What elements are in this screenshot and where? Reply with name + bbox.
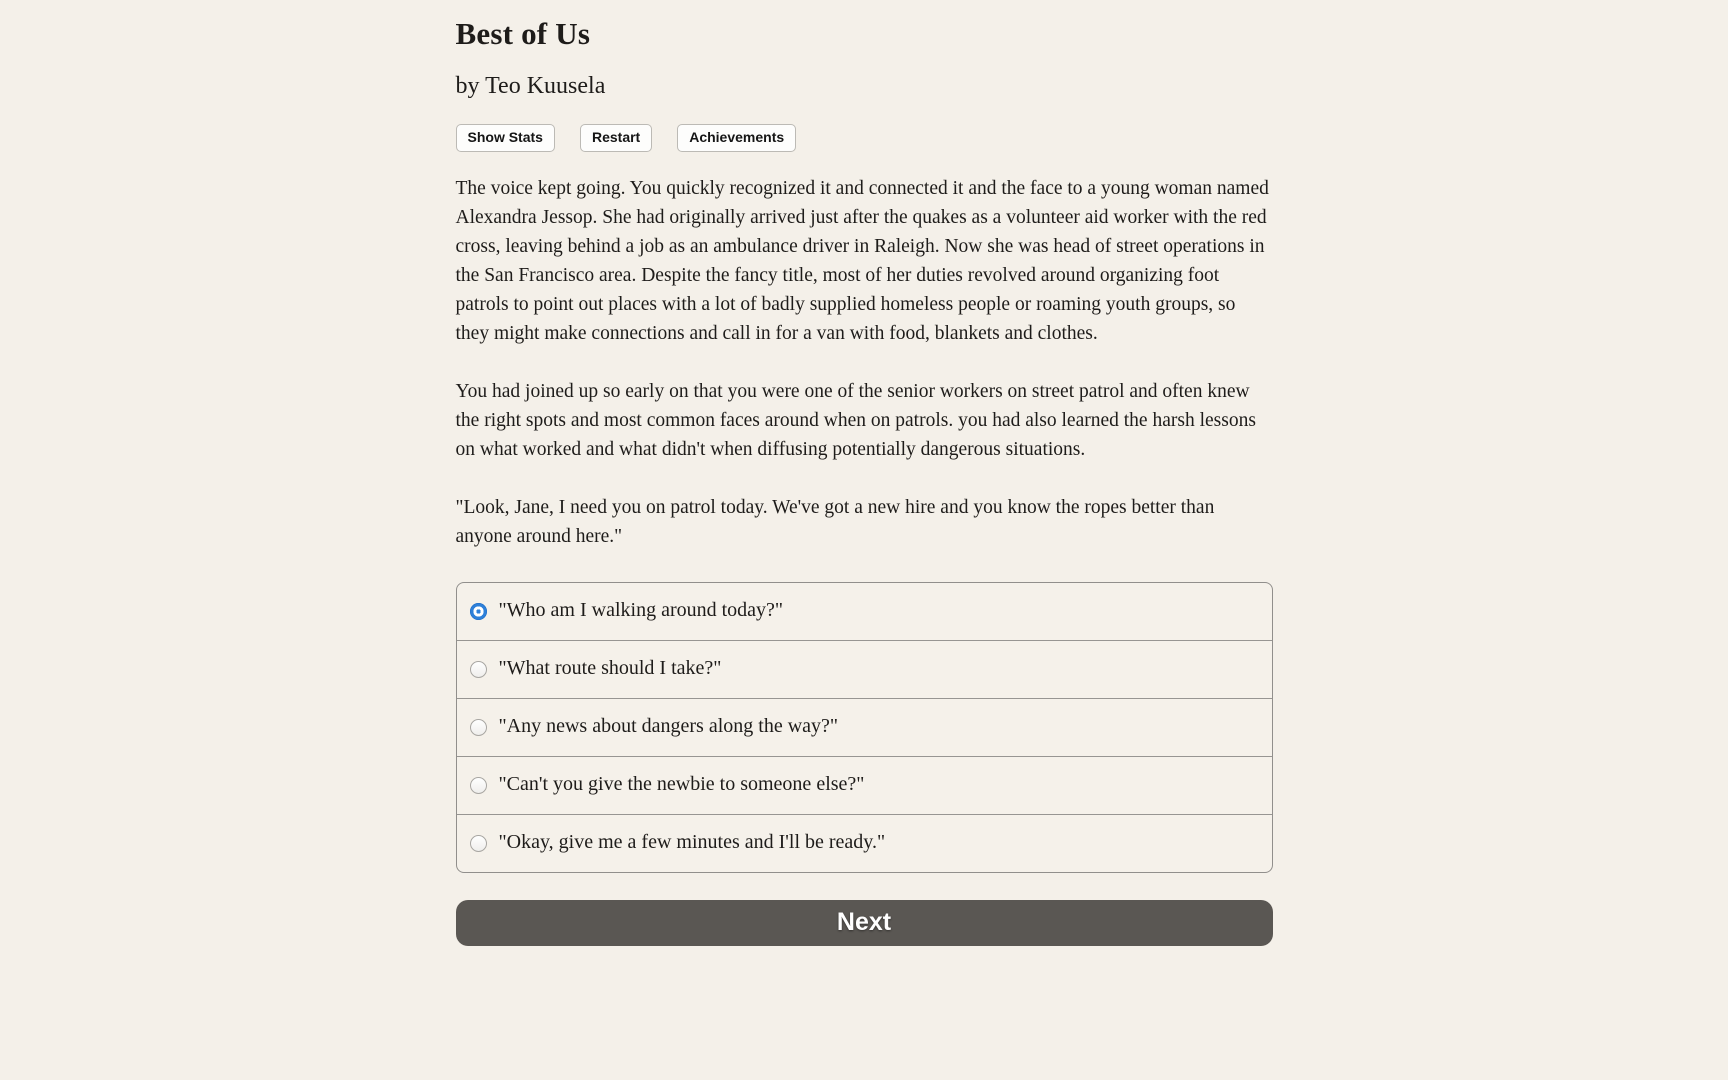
radio-button-icon[interactable] (470, 661, 487, 678)
show-stats-button[interactable]: Show Stats (456, 124, 555, 152)
story-paragraph: You had joined up so early on that you were one of the senior workers on street patrol and often knew the right spots and most common faces around when on patrols. you had also learned the harsh lessons on what worked and what didn't when diffusing potentially dangerous situations. (455, 380, 1256, 460)
choice-option-row[interactable] (457, 698, 1272, 756)
toolbar (456, 124, 1273, 152)
radio-button-icon[interactable] (470, 835, 487, 852)
choice-option-row[interactable] (457, 756, 1272, 814)
choice-option-label: "Who am I walking around today?" (498, 599, 784, 622)
choice-option-row[interactable] (457, 814, 1272, 872)
page-title: Best of Us (455, 16, 591, 51)
radio-button-icon[interactable] (470, 777, 487, 794)
choice-option-label: "What route should I take?" (498, 657, 722, 680)
choice-option-label: "Okay, give me a few minutes and I'll be ready." (498, 831, 886, 854)
choice-list (456, 582, 1273, 873)
achievements-button[interactable]: Achievements (677, 124, 796, 152)
choice-option-label: "Can't you give the newbie to someone else?" (498, 773, 865, 796)
choice-option-label: "Any news about dangers along the way?" (498, 715, 839, 738)
game-content-column (456, 0, 1273, 946)
author-byline: by Teo Kuusela (455, 73, 606, 99)
radio-button-icon[interactable] (470, 603, 487, 620)
story-paragraph-dialogue: "Look, Jane, I need you on patrol today. We've got a new hire and you know the ropes better than anyone around here." (455, 496, 1215, 547)
story-paragraph: The voice kept going. You quickly recognized it and connected it and the face to a young woman named Alexandra Jessop. She had originally arrived just after the quakes as a volunteer aid worker with the red cross, leaving behind a job as an ambulance driver in Raleigh. Now she was head of street operations in the San Francisco area. Despite the fancy title, most of her duties revolved around organizing foot patrols to point out places with a lot of badly supplied homeless people or roaming youth groups, so they might make connections and call in for a van with food, blankets and clothes. (455, 177, 1269, 344)
restart-button[interactable]: Restart (580, 124, 652, 152)
choice-option-row[interactable] (457, 583, 1272, 640)
story-text (456, 174, 1273, 551)
radio-button-icon[interactable] (470, 719, 487, 736)
next-button[interactable]: Next (456, 900, 1273, 946)
choice-option-row[interactable] (457, 640, 1272, 698)
